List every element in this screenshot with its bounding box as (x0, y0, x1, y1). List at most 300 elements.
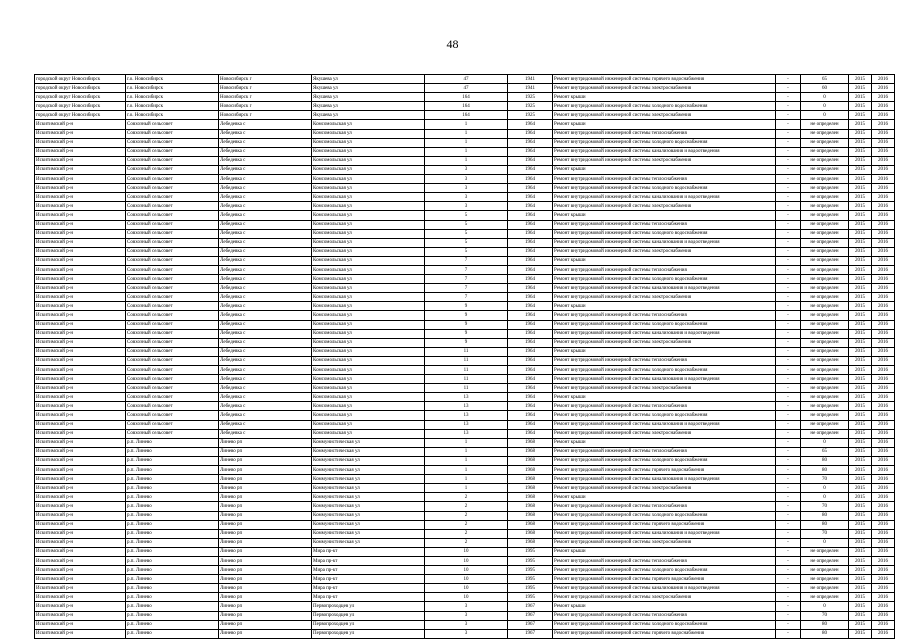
cell-cost-limit: - (776, 438, 801, 447)
cell-cost-limit: - (776, 356, 801, 365)
cell-year-start: 2015 (849, 556, 872, 565)
cell-municipal-district: городской округ Новосибирск (35, 93, 126, 102)
cell-street: Комсомольская ул (312, 184, 425, 193)
cell-year-start: 2015 (849, 129, 872, 138)
cell-cost-limit: - (776, 129, 801, 138)
cell-year-end: 2016 (872, 129, 895, 138)
cell-work-type: Ремонт внутридомовой инженерной системы электроснабжения (553, 429, 776, 438)
cell-build-year: 1964 (508, 293, 553, 302)
cell-work-type: Ремонт внутридомовой инженерной системы электроснабжения (553, 111, 776, 120)
cell-year-end: 2016 (872, 102, 895, 111)
cell-locality: Линево рп (219, 547, 312, 556)
cell-work-type: Ремонт внутридомовой инженерной системы канализования и водоотведения (553, 529, 776, 538)
cell-settlement: Совхозный сельсовет (126, 347, 219, 356)
cell-year-start: 2015 (849, 511, 872, 520)
cell-year-start: 2015 (849, 238, 872, 247)
cell-year-start: 2015 (849, 566, 872, 575)
cell-settlement: Совхозный сельсовет (126, 329, 219, 338)
cell-street: Якушева ул (312, 84, 425, 93)
cell-year-start: 2015 (849, 347, 872, 356)
cell-build-year: 1964 (508, 238, 553, 247)
cell-cost-limit: - (776, 620, 801, 629)
cell-house-number: 13 (425, 393, 508, 402)
cell-work-type: Ремонт внутридомовой инженерной системы канализования и водоотведения (553, 420, 776, 429)
cell-year-end: 2016 (872, 629, 895, 638)
cell-work-type: Ремонт внутридомовой инженерной системы холодного водоснабжения (553, 411, 776, 420)
cell-work-type: Ремонт внутридомовой инженерной системы электроснабжения (553, 247, 776, 256)
cell-locality: Линево рп (219, 556, 312, 565)
cell-municipal-district: городской округ Новосибирск (35, 111, 126, 120)
cell-year-start: 2015 (849, 402, 872, 411)
cell-cost-limit: - (776, 493, 801, 502)
table-row (35, 184, 895, 193)
cell-settlement: р.п. Линево (126, 447, 219, 456)
cell-year-start: 2015 (849, 102, 872, 111)
table-row (35, 265, 895, 274)
cell-work-type: Ремонт внутридомовой инженерной системы теплоснабжения (553, 502, 776, 511)
cell-cost-limit: - (776, 602, 801, 611)
cell-cost-limit: - (776, 120, 801, 129)
cell-settlement: Совхозный сельсовет (126, 275, 219, 284)
cell-settlement: Совхозный сельсовет (126, 429, 219, 438)
cell-wear-percent: 80 (801, 629, 849, 638)
cell-work-type: Ремонт внутридомовой инженерной системы горячего водоснабжения (553, 75, 776, 84)
cell-year-start: 2015 (849, 275, 872, 284)
table-row (35, 320, 895, 329)
cell-year-end: 2016 (872, 384, 895, 393)
cell-wear-percent: не определен (801, 293, 849, 302)
cell-locality: Лебедевка с (219, 138, 312, 147)
cell-locality: Лебедевка с (219, 211, 312, 220)
cell-year-start: 2015 (849, 84, 872, 93)
cell-house-number: 13 (425, 429, 508, 438)
cell-house-number: 5 (425, 238, 508, 247)
cell-settlement: Совхозный сельсовет (126, 120, 219, 129)
cell-municipal-district: Искитимский р-н (35, 284, 126, 293)
cell-year-start: 2015 (849, 429, 872, 438)
cell-cost-limit: - (776, 211, 801, 220)
cell-house-number: 1 (425, 120, 508, 129)
cell-build-year: 1968 (508, 520, 553, 529)
cell-build-year: 1964 (508, 165, 553, 174)
cell-build-year: 1964 (508, 393, 553, 402)
cell-wear-percent: не определен (801, 338, 849, 347)
cell-house-number: 10 (425, 566, 508, 575)
cell-municipal-district: Искитимский р-н (35, 566, 126, 575)
cell-work-type: Ремонт внутридомовой инженерной системы теплоснабжения (553, 175, 776, 184)
cell-year-end: 2016 (872, 584, 895, 593)
cell-cost-limit: - (776, 447, 801, 456)
cell-municipal-district: Искитимский р-н (35, 247, 126, 256)
cell-street: Первопроходцев ул (312, 611, 425, 620)
cell-street: Комсомольская ул (312, 347, 425, 356)
cell-wear-percent: не определен (801, 420, 849, 429)
cell-work-type: Ремонт внутридомовой инженерной системы горячего водоснабжения (553, 629, 776, 638)
cell-cost-limit: - (776, 475, 801, 484)
cell-build-year: 1964 (508, 247, 553, 256)
cell-cost-limit: - (776, 429, 801, 438)
cell-year-end: 2016 (872, 493, 895, 502)
cell-locality: Новосибирск г (219, 102, 312, 111)
cell-cost-limit: - (776, 311, 801, 320)
cell-locality: Лебедевка с (219, 247, 312, 256)
cell-house-number: 47 (425, 84, 508, 93)
cell-wear-percent: 65 (801, 75, 849, 84)
cell-locality: Линево рп (219, 529, 312, 538)
cell-cost-limit: - (776, 175, 801, 184)
table-row (35, 275, 895, 284)
cell-year-end: 2016 (872, 184, 895, 193)
table-row (35, 575, 895, 584)
cell-wear-percent: не определен (801, 256, 849, 265)
cell-locality: Линево рп (219, 447, 312, 456)
table-row (35, 384, 895, 393)
table-row (35, 502, 895, 511)
cell-build-year: 1967 (508, 611, 553, 620)
cell-street: Мира пр-кт (312, 593, 425, 602)
cell-settlement: р.п. Линево (126, 456, 219, 465)
cell-house-number: 11 (425, 384, 508, 393)
cell-wear-percent: не определен (801, 211, 849, 220)
cell-work-type: Ремонт крыши (553, 438, 776, 447)
cell-settlement: Совхозный сельсовет (126, 202, 219, 211)
cell-locality: Лебедевка с (219, 229, 312, 238)
cell-cost-limit: - (776, 293, 801, 302)
cell-street: Комсомольская ул (312, 366, 425, 375)
cell-street: Первопроходцев ул (312, 602, 425, 611)
cell-cost-limit: - (776, 265, 801, 274)
cell-street: Комсомольская ул (312, 311, 425, 320)
cell-street: Мира пр-кт (312, 556, 425, 565)
cell-street: Коммунистическая ул (312, 484, 425, 493)
cell-house-number: 13 (425, 420, 508, 429)
cell-year-start: 2015 (849, 293, 872, 302)
cell-street: Коммунистическая ул (312, 447, 425, 456)
cell-street: Комсомольская ул (312, 165, 425, 174)
cell-cost-limit: - (776, 247, 801, 256)
cell-locality: Лебедевка с (219, 238, 312, 247)
cell-house-number: 11 (425, 347, 508, 356)
cell-settlement: Совхозный сельсовет (126, 375, 219, 384)
cell-cost-limit: - (776, 75, 801, 84)
cell-year-end: 2016 (872, 165, 895, 174)
cell-locality: Лебедевка с (219, 411, 312, 420)
cell-wear-percent: 80 (801, 466, 849, 475)
cell-municipal-district: Искитимский р-н (35, 375, 126, 384)
cell-wear-percent: не определен (801, 220, 849, 229)
cell-build-year: 1964 (508, 311, 553, 320)
cell-work-type: Ремонт внутридомовой инженерной системы горячего водоснабжения (553, 575, 776, 584)
cell-wear-percent: не определен (801, 429, 849, 438)
cell-house-number: 164 (425, 111, 508, 120)
cell-year-end: 2016 (872, 247, 895, 256)
cell-wear-percent: не определен (801, 375, 849, 384)
cell-wear-percent: 0 (801, 602, 849, 611)
cell-street: Якушева ул (312, 93, 425, 102)
cell-locality: Линево рп (219, 438, 312, 447)
table-row (35, 356, 895, 365)
cell-street: Комсомольская ул (312, 238, 425, 247)
cell-cost-limit: - (776, 402, 801, 411)
cell-year-start: 2015 (849, 393, 872, 402)
cell-year-start: 2015 (849, 338, 872, 347)
cell-municipal-district: Искитимский р-н (35, 556, 126, 565)
table-row (35, 629, 895, 638)
cell-work-type: Ремонт внутридомовой инженерной системы теплоснабжения (553, 220, 776, 229)
cell-wear-percent: не определен (801, 411, 849, 420)
cell-cost-limit: - (776, 466, 801, 475)
cell-street: Комсомольская ул (312, 193, 425, 202)
cell-street: Комсомольская ул (312, 175, 425, 184)
cell-locality: Линево рп (219, 456, 312, 465)
cell-house-number: 3 (425, 620, 508, 629)
cell-street: Комсомольская ул (312, 420, 425, 429)
cell-cost-limit: - (776, 156, 801, 165)
cell-locality: Линево рп (219, 629, 312, 638)
cell-year-start: 2015 (849, 75, 872, 84)
cell-build-year: 1968 (508, 438, 553, 447)
cell-street: Комсомольская ул (312, 247, 425, 256)
cell-year-start: 2015 (849, 456, 872, 465)
cell-street: Коммунистическая ул (312, 520, 425, 529)
cell-settlement: Совхозный сельсовет (126, 129, 219, 138)
cell-wear-percent: не определен (801, 156, 849, 165)
cell-year-start: 2015 (849, 256, 872, 265)
cell-municipal-district: Искитимский р-н (35, 256, 126, 265)
cell-street: Комсомольская ул (312, 256, 425, 265)
cell-house-number: 3 (425, 629, 508, 638)
cell-locality: Лебедевка с (219, 129, 312, 138)
cell-work-type: Ремонт крыши (553, 93, 776, 102)
cell-wear-percent: не определен (801, 329, 849, 338)
table-row (35, 284, 895, 293)
cell-year-start: 2015 (849, 447, 872, 456)
cell-municipal-district: Искитимский р-н (35, 129, 126, 138)
cell-wear-percent: 80 (801, 520, 849, 529)
cell-house-number: 1 (425, 138, 508, 147)
cell-locality: Линево рп (219, 484, 312, 493)
cell-street: Комсомольская ул (312, 147, 425, 156)
cell-wear-percent: не определен (801, 393, 849, 402)
cell-wear-percent: 70 (801, 611, 849, 620)
cell-house-number: 10 (425, 556, 508, 565)
cell-year-end: 2016 (872, 620, 895, 629)
cell-cost-limit: - (776, 256, 801, 265)
cell-house-number: 2 (425, 493, 508, 502)
cell-wear-percent: не определен (801, 265, 849, 274)
cell-work-type: Ремонт крыши (553, 493, 776, 502)
cell-year-end: 2016 (872, 284, 895, 293)
cell-settlement: р.п. Линево (126, 529, 219, 538)
cell-settlement: Совхозный сельсовет (126, 293, 219, 302)
cell-work-type: Ремонт внутридомовой инженерной системы канализования и водоотведения (553, 238, 776, 247)
cell-settlement: Совхозный сельсовет (126, 320, 219, 329)
cell-wear-percent: не определен (801, 247, 849, 256)
cell-settlement: р.п. Линево (126, 502, 219, 511)
cell-year-end: 2016 (872, 566, 895, 575)
cell-year-start: 2015 (849, 156, 872, 165)
cell-house-number: 5 (425, 229, 508, 238)
cell-locality: Лебедевка с (219, 402, 312, 411)
cell-wear-percent: 0 (801, 111, 849, 120)
cell-settlement: Совхозный сельсовет (126, 384, 219, 393)
cell-street: Комсомольская ул (312, 411, 425, 420)
cell-settlement: р.п. Линево (126, 602, 219, 611)
cell-wear-percent: не определен (801, 202, 849, 211)
cell-house-number: 13 (425, 411, 508, 420)
cell-year-end: 2016 (872, 93, 895, 102)
cell-year-end: 2016 (872, 502, 895, 511)
cell-settlement: Совхозный сельсовет (126, 147, 219, 156)
table-row (35, 584, 895, 593)
cell-wear-percent: 80 (801, 620, 849, 629)
cell-wear-percent: не определен (801, 311, 849, 320)
cell-build-year: 1964 (508, 402, 553, 411)
table-row (35, 147, 895, 156)
cell-cost-limit: - (776, 575, 801, 584)
cell-work-type: Ремонт крыши (553, 120, 776, 129)
cell-street: Комсомольская ул (312, 120, 425, 129)
cell-cost-limit: - (776, 193, 801, 202)
table-row (35, 256, 895, 265)
cell-cost-limit: - (776, 511, 801, 520)
cell-work-type: Ремонт внутридомовой инженерной системы холодного водоснабжения (553, 184, 776, 193)
cell-settlement: Совхозный сельсовет (126, 256, 219, 265)
cell-street: Комсомольская ул (312, 156, 425, 165)
cell-cost-limit: - (776, 138, 801, 147)
cell-wear-percent: 60 (801, 84, 849, 93)
cell-work-type: Ремонт внутридомовой инженерной системы электроснабжения (553, 84, 776, 93)
table-row (35, 520, 895, 529)
table-row (35, 366, 895, 375)
cell-locality: Лебедевка с (219, 120, 312, 129)
cell-locality: Лебедевка с (219, 356, 312, 365)
cell-wear-percent: 0 (801, 538, 849, 547)
cell-settlement: Совхозный сельсовет (126, 220, 219, 229)
cell-build-year: 1964 (508, 184, 553, 193)
cell-street: Комсомольская ул (312, 284, 425, 293)
cell-house-number: 1 (425, 466, 508, 475)
table-row (35, 75, 895, 84)
cell-cost-limit: - (776, 302, 801, 311)
cell-settlement: р.п. Линево (126, 629, 219, 638)
cell-year-end: 2016 (872, 275, 895, 284)
cell-work-type: Ремонт внутридомовой инженерной системы теплоснабжения (553, 402, 776, 411)
table-row (35, 220, 895, 229)
cell-locality: Новосибирск г (219, 111, 312, 120)
cell-street: Комсомольская ул (312, 220, 425, 229)
cell-settlement: Совхозный сельсовет (126, 156, 219, 165)
cell-work-type: Ремонт внутридомовой инженерной системы канализования и водоотведения (553, 147, 776, 156)
cell-work-type: Ремонт внутридомовой инженерной системы холодного водоснабжения (553, 566, 776, 575)
cell-build-year: 1968 (508, 466, 553, 475)
table-row (35, 111, 895, 120)
table-row (35, 311, 895, 320)
table-row (35, 175, 895, 184)
cell-year-end: 2016 (872, 393, 895, 402)
cell-house-number: 9 (425, 329, 508, 338)
cell-municipal-district: Искитимский р-н (35, 184, 126, 193)
table-row (35, 193, 895, 202)
cell-street: Комсомольская ул (312, 129, 425, 138)
cell-house-number: 13 (425, 402, 508, 411)
cell-settlement: Совхозный сельсовет (126, 393, 219, 402)
table-row (35, 247, 895, 256)
cell-work-type: Ремонт внутридомовой инженерной системы канализования и водоотведения (553, 284, 776, 293)
cell-municipal-district: Искитимский р-н (35, 156, 126, 165)
cell-year-start: 2015 (849, 375, 872, 384)
cell-year-start: 2015 (849, 202, 872, 211)
cell-cost-limit: - (776, 102, 801, 111)
cell-year-end: 2016 (872, 484, 895, 493)
cell-work-type: Ремонт крыши (553, 302, 776, 311)
cell-year-start: 2015 (849, 184, 872, 193)
cell-settlement: р.п. Линево (126, 547, 219, 556)
cell-settlement: Совхозный сельсовет (126, 420, 219, 429)
cell-year-end: 2016 (872, 265, 895, 274)
table-row (35, 375, 895, 384)
cell-work-type: Ремонт внутридомовой инженерной системы теплоснабжения (553, 311, 776, 320)
cell-settlement: Совхозный сельсовет (126, 411, 219, 420)
cell-wear-percent: 0 (801, 484, 849, 493)
cell-house-number: 2 (425, 529, 508, 538)
cell-house-number: 10 (425, 547, 508, 556)
cell-build-year: 1964 (508, 193, 553, 202)
cell-work-type: Ремонт крыши (553, 256, 776, 265)
cell-settlement: Совхозный сельсовет (126, 138, 219, 147)
cell-house-number: 1 (425, 484, 508, 493)
cell-locality: Лебедевка с (219, 320, 312, 329)
cell-cost-limit: - (776, 411, 801, 420)
cell-year-end: 2016 (872, 575, 895, 584)
cell-work-type: Ремонт внутридомовой инженерной системы холодного водоснабжения (553, 229, 776, 238)
cell-street: Комсомольская ул (312, 265, 425, 274)
cell-wear-percent: не определен (801, 229, 849, 238)
cell-house-number: 10 (425, 575, 508, 584)
cell-year-end: 2016 (872, 175, 895, 184)
cell-build-year: 1964 (508, 220, 553, 229)
table-row (35, 538, 895, 547)
cell-year-end: 2016 (872, 366, 895, 375)
cell-municipal-district: Искитимский р-н (35, 538, 126, 547)
cell-settlement: г.о. Новосибирск (126, 102, 219, 111)
cell-municipal-district: Искитимский р-н (35, 493, 126, 502)
cell-build-year: 1964 (508, 265, 553, 274)
cell-cost-limit: - (776, 611, 801, 620)
cell-municipal-district: Искитимский р-н (35, 475, 126, 484)
cell-year-start: 2015 (849, 302, 872, 311)
cell-street: Коммунистическая ул (312, 456, 425, 465)
table-row (35, 429, 895, 438)
cell-year-start: 2015 (849, 147, 872, 156)
cell-locality: Лебедевка с (219, 347, 312, 356)
cell-work-type: Ремонт внутридомовой инженерной системы электроснабжения (553, 338, 776, 347)
cell-year-start: 2015 (849, 620, 872, 629)
cell-settlement: Совхозный сельсовет (126, 211, 219, 220)
cell-cost-limit: - (776, 393, 801, 402)
cell-house-number: 11 (425, 375, 508, 384)
cell-build-year: 1964 (508, 329, 553, 338)
cell-year-start: 2015 (849, 484, 872, 493)
cell-municipal-district: Искитимский р-н (35, 202, 126, 211)
cell-cost-limit: - (776, 547, 801, 556)
table-row (35, 566, 895, 575)
cell-build-year: 1964 (508, 275, 553, 284)
table-row (35, 120, 895, 129)
cell-cost-limit: - (776, 84, 801, 93)
cell-municipal-district: Искитимский р-н (35, 384, 126, 393)
cell-house-number: 7 (425, 284, 508, 293)
